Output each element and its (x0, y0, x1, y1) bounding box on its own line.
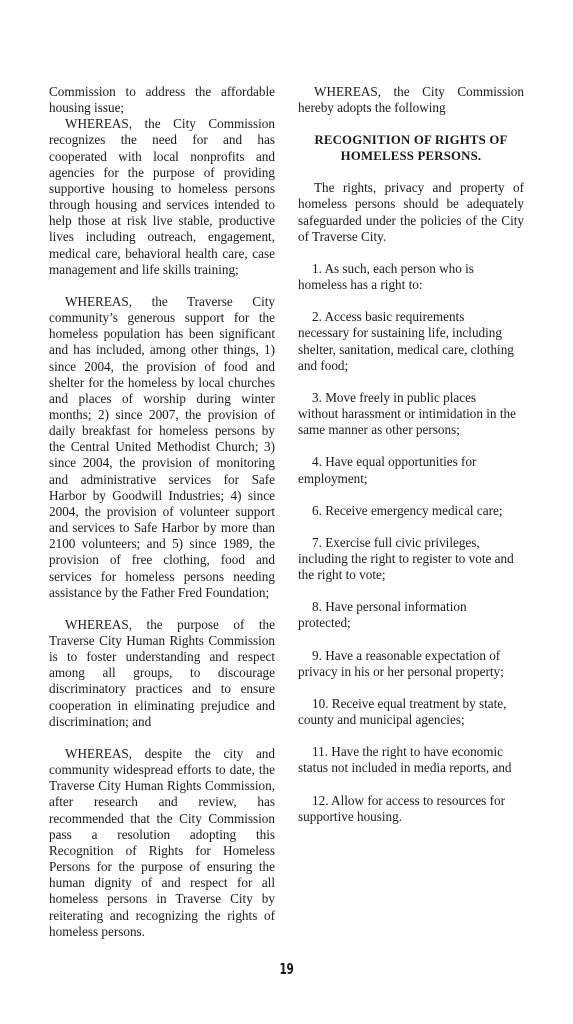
page-number: 19 (279, 960, 294, 978)
whereas-paragraph-supportive-housing: WHEREAS, the City Commission recognizes the need for and has cooperated with local nonprofits and agencies for the purpose of providing supportive housing to homeless persons through housing and services intended to help those at risk live stable, productive lives including outreach, engagement, medical care, behavioral health care, case management and life skills training; (49, 116, 275, 277)
rights-list-item: 4. Have equal opportunities for employment; (298, 454, 477, 486)
whereas-paragraph-community-support: WHEREAS, the Traverse City community’s generous support for the homeless population has been significant and has included, among other things, 1) since 2004, the provision of food and shelter for the homeless by local churches and places of worship during winter months; 2) since 2007, the provision of daily breakfast for homeless persons by the Central United Methodist Church; 3) since 2004, the provision of monitoring and administrative services for Safe Harbor by Goodwill Industries; 4) since 2004, the provision of volunteer support and services to Safe Harbor by more than 2100 volunteers; and 5) since 1989, the provision of free clothing, food and services for homeless persons needing assistance by the Father Fred Foundation; (49, 293, 275, 600)
rights-list-item: 11. Have the right to have economic status not included in media reports, and (298, 744, 512, 776)
rights-list-item: 7. Exercise full civic privileges, including the right to register to vote and the right to vote; (298, 534, 514, 583)
whereas-paragraph-human-rights-commission: WHEREAS, the purpose of the Traverse City Human Rights Commission is to foster understanding and respect among all groups, to discourage discriminatory practices and to ensure cooperation in eliminating prejudice and discrimination; and (49, 616, 275, 729)
left-column (49, 84, 275, 940)
paragraph-continuation: Commission to address the affordable housing issue; (49, 84, 275, 116)
rights-list-item: 12. Allow for access to resources for supportive housing. (298, 792, 505, 824)
rights-list-item: 3. Move freely in public places without harassment or intimidation in the same manner as other persons; (298, 389, 516, 438)
rights-statement: The rights, privacy and property of homeless persons should be adequately safeguarded under the policies of the City of Traverse City. (298, 180, 524, 244)
rights-list-item: 2. Access basic requirements necessary for sustaining life, including shelter, sanitation, medical care, clothing and food; (298, 309, 514, 373)
rights-list-item: 10. Receive equal treatment by state, county and municipal agencies; (298, 695, 507, 728)
rights-list-item: 8. Have personal information protected; (298, 599, 467, 631)
whereas-adopts-paragraph: WHEREAS, the City Commission hereby adopts the following (298, 84, 524, 116)
rights-list-item: 6. Receive emergency medical care; (312, 502, 503, 518)
section-heading: RECOGNITION OF RIGHTS OF HOMELESS PERSONS. (314, 133, 508, 164)
rights-list-item: 1. As such, each person who is homeless has a right to: (298, 260, 474, 293)
whereas-paragraph-recommendation: WHEREAS, despite the city and community widespread efforts to date, the Traverse City Human Rights Commission, after research and review, has recommended that the City Commission pass a resolution adopting this Recognition of Rights for Homeless Persons for the purpose of ensuring the human dignity of and respect for all homeless persons in Traverse City by reiterating and recognizing the rights of homeless persons. (49, 745, 275, 939)
right-column (298, 84, 524, 825)
rights-list-item: 9. Have a reasonable expectation of privacy in his or her personal property; (298, 647, 504, 679)
